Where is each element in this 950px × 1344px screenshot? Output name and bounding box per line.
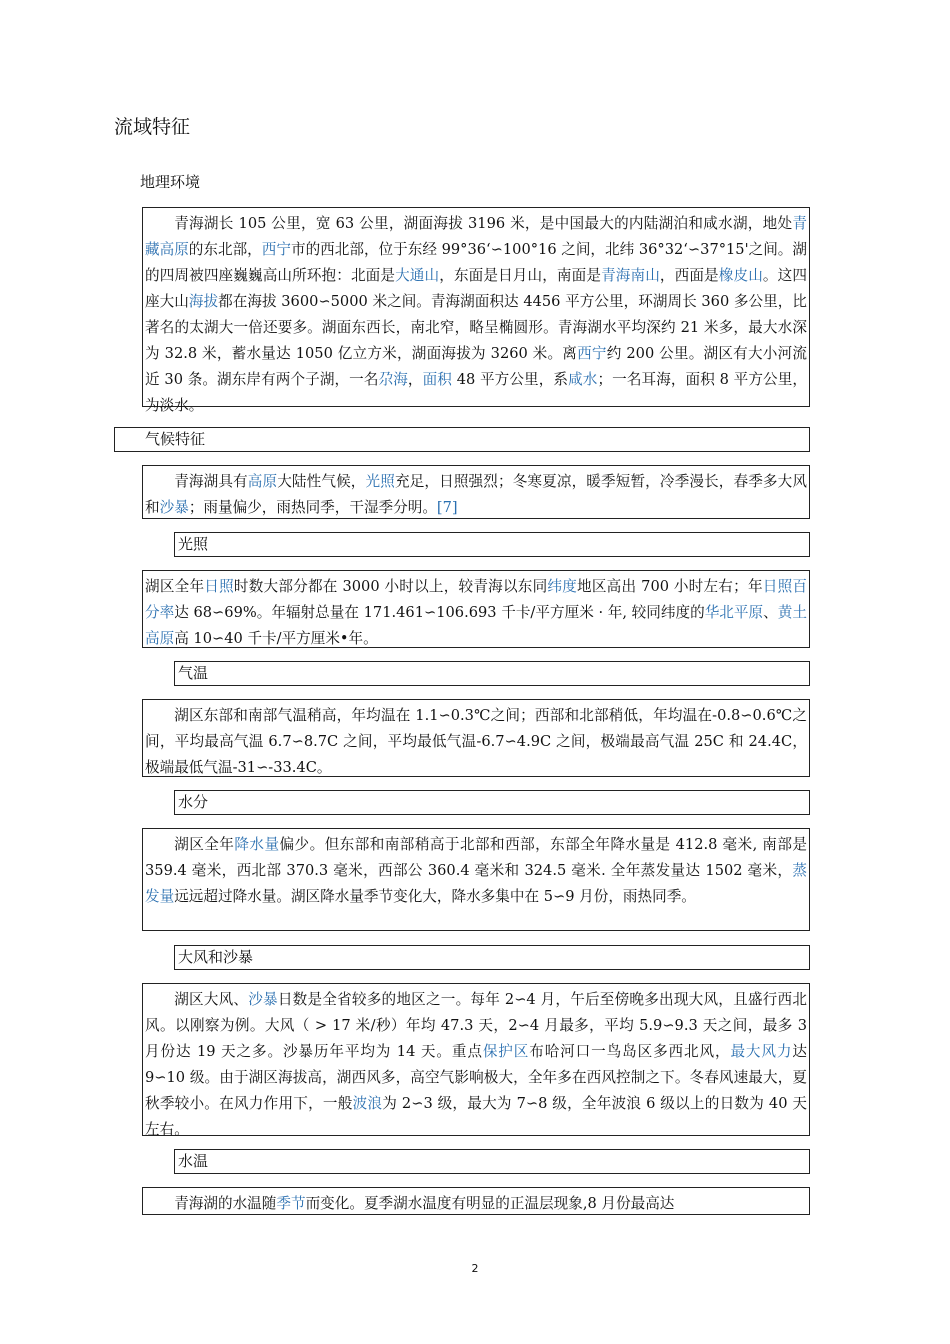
paragraph-text: 青海湖的水温随 (174, 1195, 277, 1212)
inline-link[interactable]: 日照 (204, 578, 234, 595)
paragraph-text: ；雨量偏少，雨热同季，干湿季分明。 (188, 499, 437, 516)
paragraph-text: 充足，日照强烈；冬寒夏凉，暖季短暂，冷季漫长，春季多大风和 (145, 473, 807, 516)
sun-heading: 光照 (178, 535, 209, 553)
water-box (142, 828, 810, 931)
wtemp-paragraph (145, 1191, 807, 1217)
paragraph-text: 、 (763, 604, 778, 621)
paragraph-text: 青海湖长 105 公里，宽 63 公里，湖面海拔 3196 米，是中国最大的内陆湖泊和咸水湖，地处 (174, 215, 793, 232)
inline-link[interactable]: 日照百分率 (145, 578, 807, 621)
inline-link[interactable]: 沙暴 (159, 499, 189, 516)
paragraph-text: 湖区全年 (174, 836, 235, 853)
paragraph-text: ， (407, 371, 423, 388)
paragraph-text: 都在海拔 3600∽5000 米之间。青海湖面积达 4456 平方公里，环湖周长 360 多公里，比著名的太湖大一倍还要多。湖面东西长，南北窄，略呈椭圆形。青海湖水平均深约 21 米多，最大水深为 32.8 米，蓄水量达 1050 亿立方米，湖面海拔为 3260 米。离 (145, 293, 807, 362)
inline-link[interactable]: 黄土高原 (145, 604, 807, 647)
climate-heading: 气候特征 (145, 430, 206, 448)
inline-link[interactable]: 面积 (422, 371, 452, 388)
temp-paragraph (145, 703, 807, 781)
wind-heading: 大风和沙暴 (178, 948, 254, 966)
paragraph-text: ；一名耳海，面积 8 平方公里，为淡水。 (145, 371, 807, 414)
inline-link[interactable]: 大通山 (395, 267, 440, 284)
inline-link[interactable]: 最大风力 (730, 1043, 793, 1060)
water-heading-box (174, 790, 810, 815)
paragraph-text: 湖区东部和南部气温稍高，年均温在 1.1∽0.3℃之间；西部和北部稍低，年均温在-0.8∽0.6℃之间，平均最高气温 6.7∽8.7C 之间，平均最低气温-6.7∽4.9C 之间，极端最高气温 25C 和 24.4C，极端最低气温-31∽-33.4C。 (145, 707, 807, 776)
water-paragraph (145, 832, 807, 910)
geo-box (142, 207, 810, 414)
wtemp-heading: 水温 (178, 1152, 209, 1170)
paragraph-text: 远远超过降水量。湖区降水量季节变化大，降水多集中在 5∽9 月份，雨热同季。 (174, 888, 696, 905)
water-heading: 水分 (178, 793, 209, 811)
inline-link[interactable]: 蒸发量 (145, 862, 807, 905)
inline-link[interactable]: 季节 (276, 1195, 306, 1212)
inline-link[interactable]: 咸水 (568, 371, 598, 388)
inline-link[interactable]: 高原 (247, 473, 278, 490)
paragraph-text: 湖区大风、 (174, 991, 249, 1008)
paragraph-text: 。这四座大山 (145, 267, 807, 310)
temp-heading-box (174, 661, 810, 686)
wind-paragraph (145, 987, 807, 1143)
paragraph-text: 而变化。夏季湖水温度有明显的正温层现象,8 月份最高达 (305, 1195, 675, 1212)
inline-link[interactable]: 降水量 (234, 836, 280, 853)
subsection-title: 地理环境 (140, 173, 201, 191)
wtemp-heading-box (174, 1149, 810, 1174)
climate-box (142, 465, 810, 519)
paragraph-text: 偏少。但东部和南部稍高于北部和西部，东部全年降水量是 412.8 毫米, 南部是 359.4 毫米，西北部 370.3 毫米，西部公 360.4 毫米和 324.5 毫米. 全年蒸发量达 1502 毫米， (145, 836, 807, 879)
page-number: 2 (471, 1262, 479, 1275)
paragraph-text: 湖区全年 (145, 578, 205, 595)
paragraph-text: 的东北部， (188, 241, 262, 258)
paragraph-text: ，西面是 (659, 267, 719, 284)
inline-link[interactable]: 尕海 (378, 371, 408, 388)
inline-link[interactable]: 青藏高原 (145, 215, 807, 258)
paragraph-text: 达 9∽10 级。由于湖区海拔高，湖西风多，高空气影响极大，全年多在西风控制之下。冬春风速最大，夏秋季较小。在风力作用下，一般 (145, 1043, 807, 1112)
temp-heading: 气温 (178, 664, 209, 682)
climate-heading-box (114, 427, 810, 452)
inline-link[interactable]: 海拔 (188, 293, 219, 310)
paragraph-text: 时数大部分都在 3000 小时以上，较青海以东同 (233, 578, 548, 595)
paragraph-text: 达 68∽69%。年辐射总量在 171.461∽106.693 千卡/平方厘米 · 年, 较同纬度的 (174, 604, 705, 621)
inline-link[interactable]: 纬度 (547, 578, 578, 595)
paragraph-text: ，东面是日月山，南面是 (439, 267, 602, 284)
inline-link[interactable]: [7] (436, 499, 458, 516)
wind-box (142, 983, 810, 1136)
paragraph-text: 48 平方公里，系 (451, 371, 569, 388)
paragraph-text: 高 10∽40 千卡/平方厘米•年。 (174, 630, 378, 647)
wind-heading-box (174, 945, 810, 970)
paragraph-text: 地区高出 700 小时左右；年 (577, 578, 763, 595)
inline-link[interactable]: 光照 (365, 473, 395, 490)
paragraph-text: 为 2∽3 级，最大为 7∽8 级，全年波浪 6 级以上的日数为 40 天左右。 (145, 1095, 807, 1138)
sun-paragraph (145, 574, 807, 652)
sun-box (142, 570, 810, 648)
paragraph-text: 青海湖具有 (174, 473, 248, 490)
temp-box (142, 699, 810, 777)
inline-link[interactable]: 沙暴 (248, 991, 278, 1008)
inline-link[interactable]: 青海南山 (601, 267, 660, 284)
climate-paragraph (145, 469, 807, 521)
inline-link[interactable]: 华北平原 (704, 604, 764, 621)
paragraph-text: 布哈河口一鸟岛区多西北风， (529, 1043, 731, 1060)
paragraph-text: 约 200 公里。湖区有大小河流近 30 条。湖东岸有两个子湖，一名 (145, 345, 807, 388)
section-title: 流域特征 (114, 116, 191, 138)
paragraph-text: 市的西北部，位于东经 99°36‘∽100°16 之间，北纬 36°32‘∽37°15'之间。湖的四周被四座巍巍高山所环抱：北面是 (145, 241, 807, 284)
wtemp-box (142, 1187, 810, 1215)
inline-link[interactable]: 保护区 (482, 1043, 530, 1060)
inline-link[interactable]: 波浪 (352, 1095, 383, 1112)
paragraph-text: 大陆性气候， (277, 473, 366, 490)
geo-paragraph (145, 211, 807, 419)
inline-link[interactable]: 西宁 (261, 241, 291, 258)
inline-link[interactable]: 西宁 (577, 345, 607, 362)
paragraph-text: 日数是全省较多的地区之一。每年 2∽4 月，午后至傍晚多出现大风，且盛行西北风。以刚察为例。大风（ > 17 米/秒）年均 47.3 天，2∽4 月最多，平均 5.9∽9.3 天之间，最多 3 月份达 19 天之多。沙暴历年平均为 14 天。重点 (145, 991, 807, 1060)
sun-heading-box (174, 532, 810, 557)
inline-link[interactable]: 橡皮山 (718, 267, 763, 284)
